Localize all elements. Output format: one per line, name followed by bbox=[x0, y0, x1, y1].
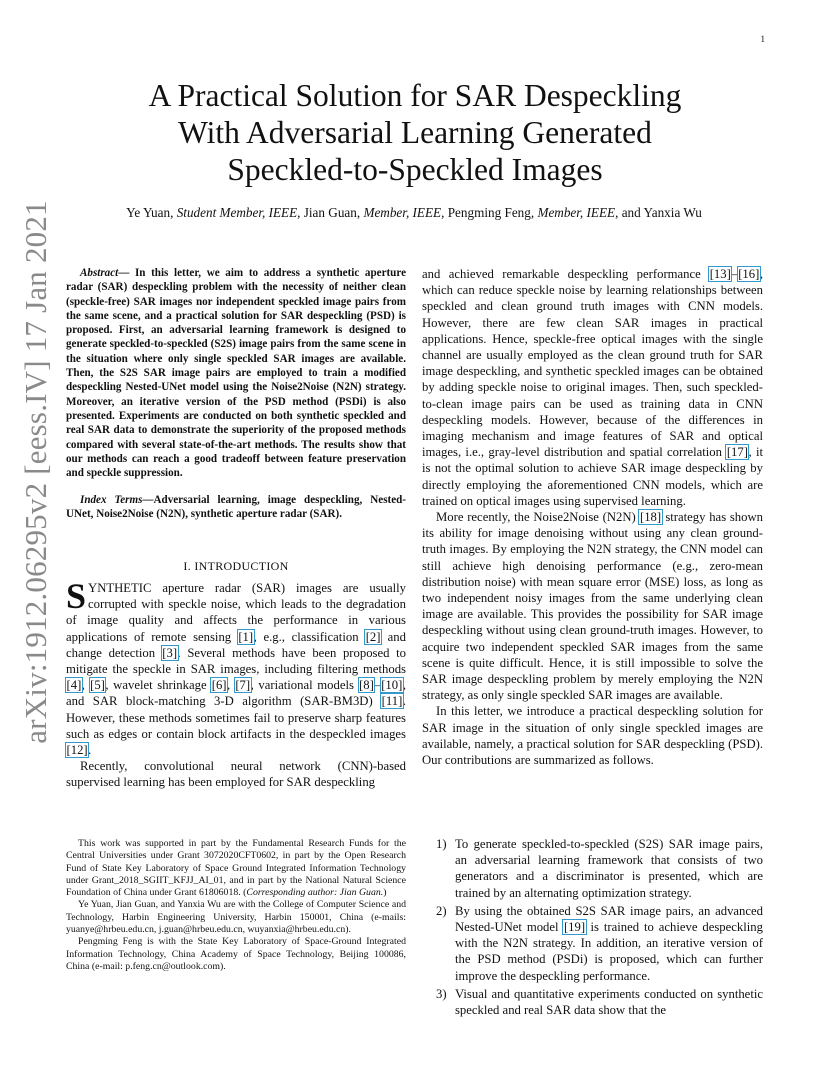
list-item bbox=[436, 836, 763, 901]
abstract-paragraph bbox=[66, 266, 406, 480]
paper-title bbox=[70, 77, 760, 188]
author-line bbox=[40, 205, 788, 221]
abstract-label: Abstract bbox=[80, 267, 119, 279]
list-item bbox=[436, 986, 763, 1018]
author-name: , Pengming Feng, bbox=[441, 205, 538, 220]
section-heading: I. INTRODUCTION bbox=[183, 559, 289, 573]
footnotes bbox=[66, 838, 406, 973]
text-run: , variational models bbox=[250, 678, 359, 693]
text-run: , bbox=[81, 678, 90, 693]
body-paragraph bbox=[422, 266, 763, 509]
text-run: and change detection bbox=[66, 629, 406, 660]
text-run: , bbox=[227, 678, 235, 693]
text-run: More recently, the Noise2Noise (N2N) bbox=[436, 510, 640, 525]
list-number: 2) bbox=[436, 903, 447, 918]
body-paragraph: In this letter, we introduce a practical despeckling solution for SAR image in the situation of only single speckled images are available, namely, a practical solution for SAR despeckling (PSD). Our contributions are summarized as follows. bbox=[422, 704, 763, 768]
citation-link[interactable]: [3] bbox=[162, 645, 178, 660]
citation-link[interactable]: [17] bbox=[726, 445, 748, 460]
text-run: . However, these methods sometimes fail to preserve sharp features such as edges or contain block artifacts in the despeckled images bbox=[66, 694, 406, 741]
text-run: . Several methods have been proposed to mitigate the speckle in SAR images, including filtering methods bbox=[66, 645, 406, 677]
author-role: Student Member, IEEE bbox=[176, 205, 298, 220]
index-terms-text: —Adversarial learning, image despeckling, Nested-UNet, Noise2Noise (N2N), synthetic aperture radar (SAR). bbox=[66, 494, 406, 521]
title-line: Speckled-to-Speckled Images bbox=[227, 152, 603, 187]
text-run: To generate speckled-to-speckled (S2S) SAR image pairs, an adversarial learning framework that consists of two generators and a discriminator is presented, which are trained by an alternating optimization strategy. bbox=[455, 837, 763, 900]
index-terms bbox=[66, 493, 406, 522]
text-run: and achieved remarkable despeckling performance bbox=[422, 267, 710, 281]
drop-cap: S bbox=[66, 576, 87, 616]
introduction-left bbox=[66, 576, 407, 791]
text-run: strategy has shown its ability for image denoising without using any clean ground-truth images. By employing the N2N strategy, the CNN model can still achieve high denoising performance (e.g., zero-mean distribution noise) with mean square error (MSE) loss, as long as two independent noisy images from the same underlying clean image are available. This provides the possibility for SAR image despeckling without using clean ground-truth images. However, to acquire two independent speckled SAR images from the same scene is quite difficult. Hence, it is still impossible to solve the SAR image despeckling problem by merely employing the N2N strategy, as only single speckled SAR images are available. bbox=[422, 510, 763, 703]
citation-link[interactable]: [7] bbox=[235, 678, 251, 693]
affiliation-footnote: Ye Yuan, Jian Guan, and Yanxia Wu are with the College of Computer Science and Technology, Harbin Engineering University, Harbin 150001, China (e-mails: yuanye@hrbeu.edu.cn, j.guan@hrbeu.edu.cn, wuyanxia@hrbeu.edu.cn). bbox=[66, 899, 406, 936]
author-name: , and Yanxia Wu bbox=[615, 205, 702, 220]
body-paragraph bbox=[422, 509, 763, 703]
text-run: , it is not the optimal solution to achieve SAR image despeckling by directly employing the aforementioned CNN models, which are trained on optical images using supervised learning. bbox=[422, 445, 763, 508]
title-line: A Practical Solution for SAR Despeckling bbox=[148, 78, 682, 113]
introduction-right bbox=[422, 266, 763, 768]
citation-link[interactable]: [1] bbox=[238, 629, 254, 644]
text-run: – bbox=[374, 678, 381, 693]
text-run: YNTHETIC aperture radar (SAR) images are usually corrupted with speckle noise, which leads to the degradation of image quality and affects the performance in various applications of remote sensing bbox=[66, 581, 406, 644]
funding-footnote bbox=[66, 838, 406, 899]
citation-link[interactable]: [18] bbox=[639, 510, 662, 525]
text-run: , wavelet shrinkage bbox=[105, 678, 212, 693]
contributions-list bbox=[436, 836, 763, 1020]
text-run: Visual and quantitative experiments conducted on synthetic speckled and real SAR data show that the bbox=[455, 986, 763, 1018]
page-number: 1 bbox=[760, 34, 765, 44]
index-terms-paragraph bbox=[66, 493, 406, 522]
citation-link[interactable]: [12] bbox=[66, 743, 88, 758]
author-name: , Jian Guan, bbox=[297, 205, 364, 220]
citation-link[interactable]: [10] bbox=[381, 678, 403, 693]
text-run: , e.g., classification bbox=[253, 629, 366, 644]
list-item bbox=[436, 903, 763, 984]
citation-link[interactable]: [4] bbox=[66, 678, 82, 693]
text-run: is trained to achieve despeckling with the N2N strategy. In addition, an iterative version of the PSD method (PSDi) is proposed, which can further improve the despeckling performance. bbox=[455, 920, 763, 983]
intro-paragraph: Recently, convolutional neural network (CNN)-based supervised learning has been employed for SAR despeckling bbox=[66, 759, 406, 790]
text-run: . bbox=[88, 743, 92, 758]
author-role: Member, IEEE bbox=[537, 205, 616, 220]
text-run: By using the obtained S2S SAR image pairs, an advanced Nested-UNet model bbox=[455, 903, 763, 935]
citation-link[interactable]: [19] bbox=[563, 920, 586, 935]
arxiv-stamp-text: arXiv:1912.06295v2 [eess.IV] 17 Jan 2021 bbox=[18, 200, 53, 744]
citation-link[interactable]: [13] bbox=[709, 267, 731, 281]
index-terms-label: Index Terms bbox=[80, 494, 143, 506]
list-number: 1) bbox=[436, 837, 447, 851]
corresponding-author: Corresponding author: Jian Guan. bbox=[246, 887, 384, 899]
title-line: With Adversarial Learning Generated bbox=[178, 115, 652, 150]
text-run: ) bbox=[383, 887, 387, 899]
citation-link[interactable]: [6] bbox=[211, 678, 227, 693]
citation-link[interactable]: [11] bbox=[381, 694, 403, 709]
affiliation-footnote: Pengming Feng is with the State Key Laboratory of Space-Ground Integrated Information Technology, China Academy of Space Technology, Beijing 100086, China (e-mail: p.feng.cn@outlook.com). bbox=[66, 936, 406, 972]
text-run: – bbox=[731, 267, 738, 281]
citation-link[interactable]: [5] bbox=[90, 678, 105, 693]
intro-paragraph bbox=[66, 576, 407, 758]
author-role: Member, IEEE bbox=[363, 205, 442, 220]
text-run: , which can reduce speckle noise by learning relationships between speckled and clean ground truth images with CNN models. However, there are few clean SAR images in practical applications. Hence, speckle-free optical images with the single channel are usually employed as the clean ground truth for SAR image despeckling, and synthetic speckled images can be obtained by adding speckle noise to original images. Then, such speckled-to-clean image pairs can be used as training data in CNN despeckling models. However, because of the differences in imaging mechanism and image features of SAR and optical images, i.e., gray-level distribution and spatial correlation bbox=[422, 267, 763, 460]
text-run: , and SAR block-matching 3-D algorithm (SAR-BM3D) bbox=[66, 678, 407, 709]
list-number: 3) bbox=[436, 986, 447, 1001]
author-name: Ye Yuan, bbox=[126, 205, 177, 220]
citation-link[interactable]: [2] bbox=[365, 629, 381, 644]
citation-link[interactable]: [8] bbox=[359, 678, 374, 693]
text-run: This work was supported in part by the Fundamental Research Funds for the Central Universities under Grant 3072020CFT0602, in part by the Open Research Fund of State Key Laboratory of Space Ground Integrated Information Technology under Grant_2018_SGIIT_KFJJ_AI_01, and in part by the National Natural Science Foundation of China under Grant 61806018. ( bbox=[66, 838, 406, 899]
citation-link[interactable]: [16] bbox=[738, 267, 760, 281]
abstract-text: — In this letter, we aim to address a synthetic aperture radar (SAR) despeckling problem with the necessity of neither clean (speckle-free) SAR images nor independent speckled image pairs from the same scene, and a practical solution for SAR despeckling (PSD) is proposed. First, an adversarial learning framework is designed to generate speckled-to-speckled (S2S) image pairs from the same scene in the situation where only single speckled SAR images are available. Then, the S2S SAR image pairs are employed to train a modified despeckling Nested-UNet model using the Noise2Noise (N2N) strategy. Moreover, an iterative version of the PSD method (PSDi) is also presented. Experiments are conducted on both synthetic speckled and real SAR data to demonstrate the superiority of the proposed methods compared with several state-of-the-art methods. The results show that our methods can reach a good tradeoff between feature preservation and speckle suppression. bbox=[66, 267, 406, 480]
abstract bbox=[66, 266, 406, 480]
